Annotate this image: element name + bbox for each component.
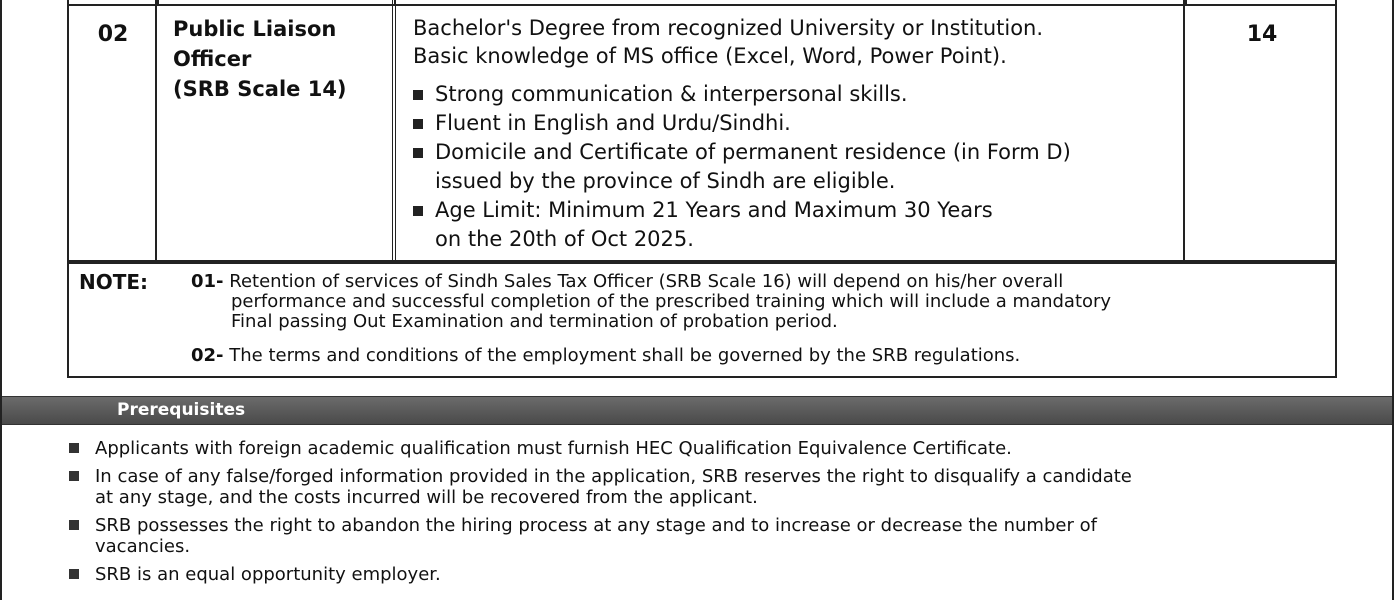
requirement-text: issued by the province of Sindh are eligible. bbox=[435, 169, 896, 193]
square-bullet-icon bbox=[69, 443, 79, 453]
vacancy-table bbox=[67, 0, 1337, 262]
note-box bbox=[67, 262, 1337, 378]
qualification-degree: Bachelor's Degree from recognized University or Institution. bbox=[413, 16, 1044, 40]
prerequisite-item bbox=[95, 564, 1365, 585]
prerequisites-banner bbox=[2, 396, 1392, 425]
prerequisites-list bbox=[95, 438, 1365, 592]
square-bullet-icon bbox=[413, 148, 423, 158]
prerequisite-item bbox=[95, 515, 1365, 557]
requirements-list bbox=[413, 80, 1193, 254]
square-bullet-icon bbox=[69, 471, 79, 481]
requirement-item bbox=[413, 138, 1193, 196]
square-bullet-icon bbox=[413, 90, 423, 100]
note-label: NOTE: bbox=[79, 270, 149, 294]
note-number: 02- bbox=[191, 345, 224, 366]
square-bullet-icon bbox=[69, 569, 79, 579]
requirement-item bbox=[413, 109, 1193, 138]
prerequisite-text: vacancies. bbox=[95, 536, 191, 557]
prerequisite-text: SRB is an equal opportunity employer. bbox=[95, 564, 441, 585]
prerequisite-item bbox=[95, 438, 1365, 459]
requirement-item bbox=[413, 196, 1193, 254]
prerequisite-text: at any stage, and the costs incurred will be recovered from the applicant. bbox=[95, 487, 758, 508]
serial-number: 02 bbox=[97, 22, 129, 47]
requirement-text: Age Limit: Minimum 21 Years and Maximum 30 Years bbox=[435, 198, 993, 222]
square-bullet-icon bbox=[69, 520, 79, 530]
requirement-text: on the 20th of Oct 2025. bbox=[435, 227, 694, 251]
note-item bbox=[191, 346, 1321, 366]
requirement-text: Domicile and Certificate of permanent residence (in Form D) bbox=[435, 140, 1071, 164]
qualification-cell bbox=[413, 14, 1193, 254]
requirement-item bbox=[413, 80, 1193, 109]
strip-divider bbox=[157, 0, 159, 6]
requirement-text: Fluent in English and Urdu/Sindhi. bbox=[435, 111, 791, 135]
prerequisite-text: In case of any false/forged information provided in the application, SRB reserves the right to disqualify a candidate bbox=[95, 466, 1132, 487]
note-number: 01- bbox=[191, 271, 224, 292]
note-text: Retention of services of Sindh Sales Tax Officer (SRB Scale 16) will depend on his/her overall bbox=[229, 271, 1064, 292]
requirement-text: Strong communication & interpersonal skills. bbox=[435, 82, 908, 106]
note-text: Final passing Out Examination and termination of probation period. bbox=[231, 311, 838, 332]
previous-row-edge bbox=[69, 0, 1335, 6]
qualification-ms-office: Basic knowledge of MS office (Excel, Word, Power Point). bbox=[413, 44, 1007, 68]
post-title bbox=[173, 14, 398, 104]
strip-divider bbox=[1185, 0, 1187, 6]
vacancy-count: 14 bbox=[1246, 22, 1278, 47]
prerequisites-title: Prerequisites bbox=[117, 400, 246, 420]
square-bullet-icon bbox=[413, 119, 423, 129]
prerequisite-item bbox=[95, 466, 1365, 508]
prerequisite-text: Applicants with foreign academic qualification must furnish HEC Qualification Equivalence Certificate. bbox=[95, 438, 1012, 459]
note-item bbox=[191, 272, 1321, 332]
post-title-line: Officer bbox=[173, 47, 252, 71]
post-scale: (SRB Scale 14) bbox=[173, 77, 347, 101]
prerequisite-text: SRB possesses the right to abandon the hiring process at any stage and to increase or decrease the number of bbox=[95, 515, 1097, 536]
note-text: performance and successful completion of the prescribed training which will include a mandatory bbox=[231, 291, 1112, 312]
post-title-line: Public Liaison bbox=[173, 17, 337, 41]
square-bullet-icon bbox=[413, 206, 423, 216]
note-text: The terms and conditions of the employment shall be governed by the SRB regulations. bbox=[229, 345, 1021, 366]
